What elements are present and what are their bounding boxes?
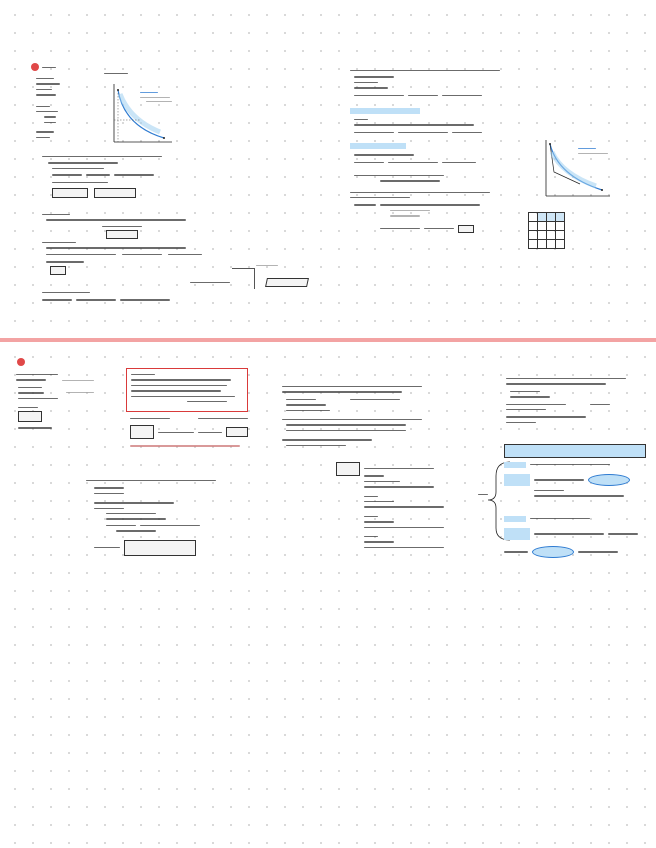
problem-1-part-c-bracket [232, 268, 255, 289]
problem-1-heading-scribble [42, 67, 56, 68]
problem-2-right-notes [506, 378, 646, 423]
problem-1-right-notes [350, 70, 510, 233]
pv-diagram-1 [100, 80, 180, 150]
problem-2-middle-steps [364, 468, 464, 548]
problem-2-middle-result [336, 462, 360, 476]
problem-1-part-a [42, 156, 202, 198]
problem-1-part-c-calc [190, 282, 230, 283]
problem-1-summary-table [528, 212, 565, 249]
problem-1-data-column [34, 74, 74, 138]
problem-2-middle-notes [282, 386, 432, 446]
diagram-1-caption [104, 73, 128, 74]
problem-1-part-c [42, 242, 302, 275]
problem-2-part-a [86, 480, 226, 556]
problem-1-part-b [42, 214, 202, 239]
problem-1-marker [31, 63, 39, 71]
problem-2-case-2 [504, 516, 644, 558]
problem-2-marker [17, 358, 25, 366]
problem-2-formula-block [130, 418, 260, 447]
problem-1-part-c-result [265, 278, 309, 287]
problem-1-part-d [42, 292, 202, 301]
problem-2-data-column [16, 374, 106, 429]
problem-2-case-1 [504, 462, 644, 497]
section-divider [0, 338, 656, 342]
problem-2-key-box [126, 368, 248, 412]
problem-2-right-result [504, 444, 646, 458]
pv-diagram-2 [540, 136, 620, 206]
